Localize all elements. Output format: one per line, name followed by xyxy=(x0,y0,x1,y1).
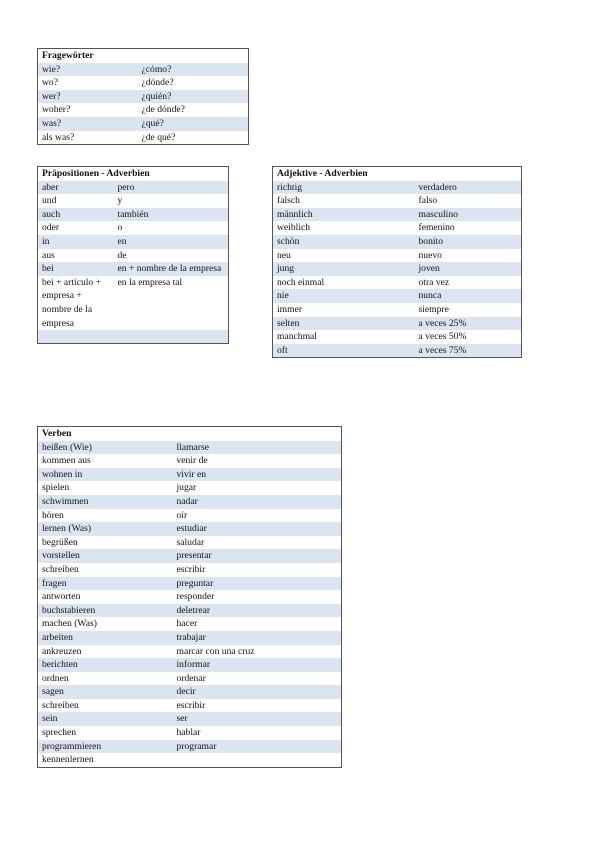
table-row xyxy=(38,441,342,455)
table-row xyxy=(38,495,342,509)
spanish-term: decir xyxy=(173,685,342,699)
spanish-term: siempre xyxy=(415,303,522,317)
table-row xyxy=(38,712,342,726)
spanish-term: en xyxy=(114,235,229,249)
table-row xyxy=(273,330,522,344)
table-row xyxy=(38,481,342,495)
german-term: kommen aus xyxy=(38,454,173,468)
german-term: aus xyxy=(38,249,114,263)
praepositionen-table xyxy=(37,166,229,344)
table-row xyxy=(38,753,342,767)
german-term: falsch xyxy=(273,194,415,208)
spanish-term: otra vez xyxy=(415,276,522,290)
spanish-term: ¿de dónde? xyxy=(138,103,249,117)
verben-title: Verben xyxy=(38,427,342,441)
spanish-term: hablar xyxy=(173,726,342,740)
table-row xyxy=(38,699,342,713)
table-row xyxy=(38,76,249,90)
spanish-term: a veces 75% xyxy=(415,344,522,358)
empty-row xyxy=(38,330,229,344)
table-row xyxy=(273,289,522,303)
spanish-term: ordenar xyxy=(173,672,342,686)
german-term: vorstellen xyxy=(38,549,173,563)
table-row xyxy=(38,276,229,330)
german-term: was? xyxy=(38,117,138,131)
german-term: bei + artículo + empresa + nombre de la empresa xyxy=(38,276,114,330)
german-term: schön xyxy=(273,235,415,249)
spanish-term: deletrear xyxy=(173,604,342,618)
verben-table xyxy=(37,426,342,768)
german-term: wo? xyxy=(38,76,138,90)
table-row xyxy=(38,536,342,550)
table-row xyxy=(38,235,229,249)
german-term: machen (Was) xyxy=(38,617,173,631)
german-term: programmieren xyxy=(38,740,173,754)
spanish-term: en + nombre de la empresa xyxy=(114,262,229,276)
spanish-term: jugar xyxy=(173,481,342,495)
spanish-term: falso xyxy=(415,194,522,208)
spanish-term: responder xyxy=(173,590,342,604)
german-term: neu xyxy=(273,249,415,263)
spanish-term: a veces 50% xyxy=(415,330,522,344)
table-row xyxy=(38,63,249,77)
spanish-term: ¿qué? xyxy=(138,117,249,131)
german-term: immer xyxy=(273,303,415,317)
german-term: spielen xyxy=(38,481,173,495)
spanish-term: marcar con una cruz xyxy=(173,645,342,659)
spanish-term: ¿dónde? xyxy=(138,76,249,90)
table-row xyxy=(273,181,522,195)
table-row xyxy=(38,740,342,754)
german-term: noch einmal xyxy=(273,276,415,290)
spanish-term: de xyxy=(114,249,229,263)
table-row xyxy=(38,549,342,563)
table-row xyxy=(38,604,342,618)
german-term: richtig xyxy=(273,181,415,195)
table-row xyxy=(38,454,342,468)
table-row xyxy=(38,563,342,577)
german-term: fragen xyxy=(38,577,173,591)
spanish-term: ser xyxy=(173,712,342,726)
table-row xyxy=(273,344,522,358)
spanish-term: a veces 25% xyxy=(415,317,522,331)
german-term: als was? xyxy=(38,131,138,145)
german-term: heißen (Wie) xyxy=(38,441,173,455)
german-term: weiblich xyxy=(273,221,415,235)
spanish-term: nuevo xyxy=(415,249,522,263)
spanish-term: escribir xyxy=(173,699,342,713)
german-term: schreiben xyxy=(38,563,173,577)
spanish-term: masculino xyxy=(415,208,522,222)
spanish-term: programar xyxy=(173,740,342,754)
table-row xyxy=(273,194,522,208)
german-term: auch xyxy=(38,208,114,222)
table-row xyxy=(273,208,522,222)
table-row xyxy=(38,685,342,699)
table-row xyxy=(38,726,342,740)
german-term: berichten xyxy=(38,658,173,672)
table-row xyxy=(38,117,249,131)
german-term: jung xyxy=(273,262,415,276)
spanish-term: llamarse xyxy=(173,441,342,455)
german-term: wer? xyxy=(38,90,138,104)
table-row xyxy=(38,658,342,672)
spanish-term: vivir en xyxy=(173,468,342,482)
fragewoerter-title: Fragewörter xyxy=(38,49,249,63)
table-row xyxy=(38,631,342,645)
spanish-term xyxy=(173,753,342,767)
spanish-term: ¿cómo? xyxy=(138,63,249,77)
german-term: sein xyxy=(38,712,173,726)
german-term: begrüßen xyxy=(38,536,173,550)
german-term: bei xyxy=(38,262,114,276)
spanish-term: o xyxy=(114,221,229,235)
german-term: in xyxy=(38,235,114,249)
german-term: woher? xyxy=(38,103,138,117)
table-row xyxy=(273,276,522,290)
german-term: sagen xyxy=(38,685,173,699)
empty-cell xyxy=(38,330,114,344)
spanish-term: en la empresa tal xyxy=(114,276,229,330)
spanish-term: joven xyxy=(415,262,522,276)
spanish-term: estudiar xyxy=(173,522,342,536)
table-row xyxy=(38,181,229,195)
spanish-term: oír xyxy=(173,509,342,523)
german-term: hören xyxy=(38,509,173,523)
table-row xyxy=(38,522,342,536)
spanish-term: nunca xyxy=(415,289,522,303)
german-term: manchmal xyxy=(273,330,415,344)
table-row xyxy=(38,672,342,686)
table-row xyxy=(38,249,229,263)
spanish-term: saludar xyxy=(173,536,342,550)
table-row xyxy=(38,577,342,591)
table-row xyxy=(38,617,342,631)
spanish-term: informar xyxy=(173,658,342,672)
table-row xyxy=(38,509,342,523)
spanish-term: trabajar xyxy=(173,631,342,645)
adjektive-table xyxy=(272,166,522,358)
german-term: antworten xyxy=(38,590,173,604)
spanish-term: y xyxy=(114,194,229,208)
spanish-term: bonito xyxy=(415,235,522,249)
table-row xyxy=(38,131,249,145)
table-row xyxy=(273,303,522,317)
table-row xyxy=(38,90,249,104)
spanish-term: verdadero xyxy=(415,181,522,195)
german-term: schreiben xyxy=(38,699,173,713)
table-row xyxy=(38,194,229,208)
table-row xyxy=(273,235,522,249)
spanish-term: pero xyxy=(114,181,229,195)
spanish-term: femenino xyxy=(415,221,522,235)
german-term: ankreuzen xyxy=(38,645,173,659)
spanish-term: hacer xyxy=(173,617,342,631)
german-term: kennenlernen xyxy=(38,753,173,767)
spanish-term: ¿de qué? xyxy=(138,131,249,145)
spanish-term: nadar xyxy=(173,495,342,509)
german-term: sprechen xyxy=(38,726,173,740)
table-row xyxy=(273,221,522,235)
spanish-term: ¿quién? xyxy=(138,90,249,104)
spanish-term: escribir xyxy=(173,563,342,577)
german-term: wie? xyxy=(38,63,138,77)
german-term: schwimmen xyxy=(38,495,173,509)
table-row xyxy=(38,208,229,222)
german-term: ordnen xyxy=(38,672,173,686)
spanish-term: presentar xyxy=(173,549,342,563)
german-term: arbeiten xyxy=(38,631,173,645)
german-term: buchstabieren xyxy=(38,604,173,618)
fragewoerter-table xyxy=(37,48,249,145)
spanish-term: también xyxy=(114,208,229,222)
german-term: oft xyxy=(273,344,415,358)
german-term: nie xyxy=(273,289,415,303)
german-term: lernen (Was) xyxy=(38,522,173,536)
table-row xyxy=(38,221,229,235)
adjektive-title: Adjektive - Adverbien xyxy=(273,167,522,181)
praepositionen-title: Präpositionen - Adverbien xyxy=(38,167,229,181)
table-row xyxy=(38,468,342,482)
german-term: und xyxy=(38,194,114,208)
spanish-term: preguntar xyxy=(173,577,342,591)
empty-cell xyxy=(114,330,229,344)
table-row xyxy=(273,262,522,276)
german-term: männlich xyxy=(273,208,415,222)
table-row xyxy=(38,645,342,659)
table-row xyxy=(38,103,249,117)
table-row xyxy=(38,590,342,604)
german-term: wohnen in xyxy=(38,468,173,482)
german-term: selten xyxy=(273,317,415,331)
table-row xyxy=(273,317,522,331)
german-term: oder xyxy=(38,221,114,235)
table-row xyxy=(273,249,522,263)
german-term: aber xyxy=(38,181,114,195)
table-row xyxy=(38,262,229,276)
spanish-term: venir de xyxy=(173,454,342,468)
